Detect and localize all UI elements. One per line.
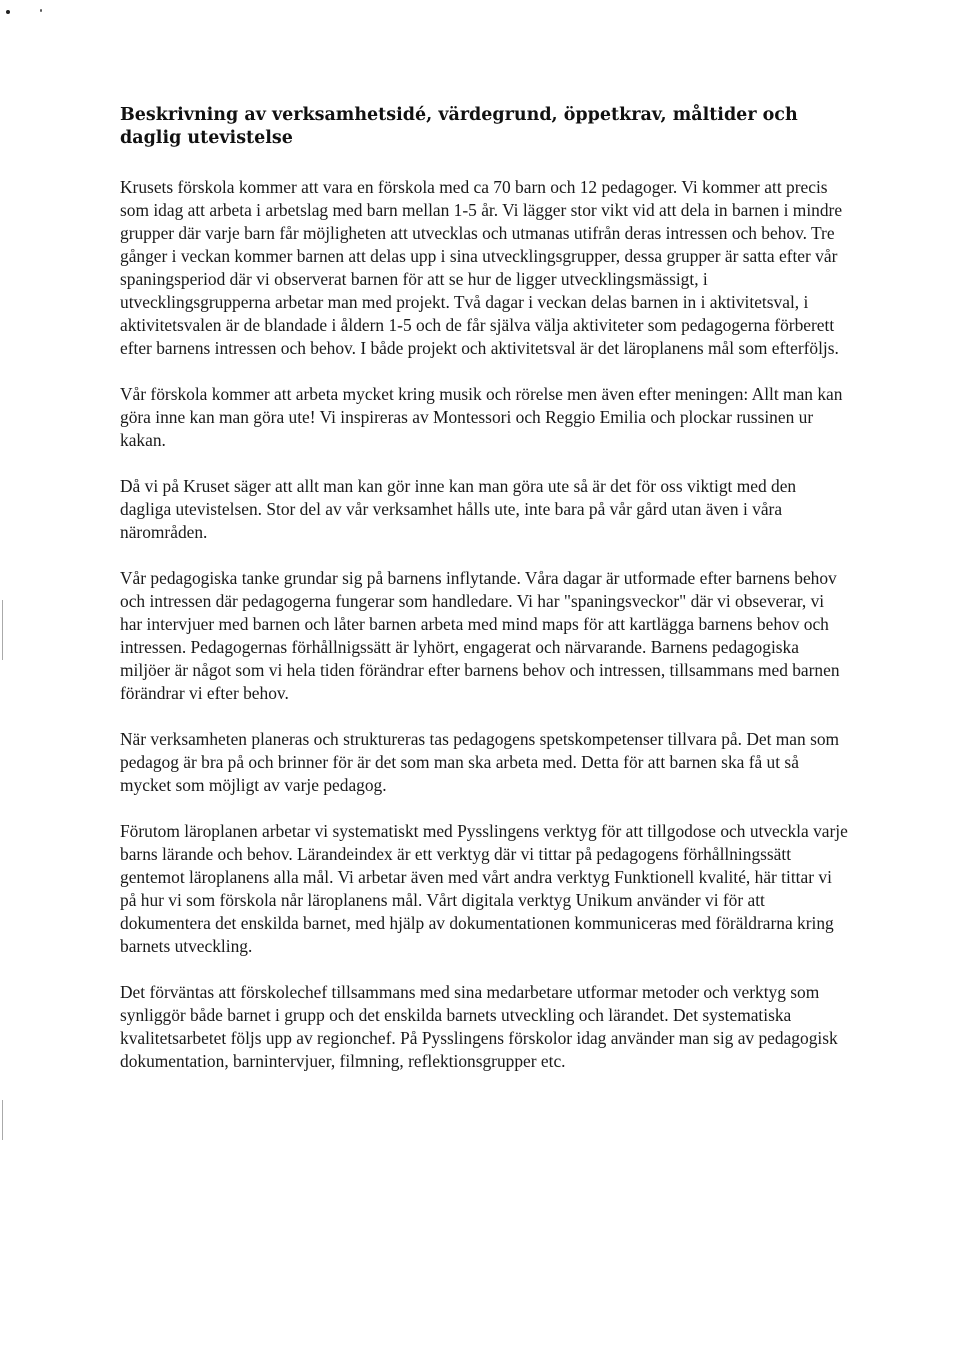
paragraph-tools: Förutom läroplanen arbetar vi systematiskt med Pysslingens verktyg för att tillgodose och utveckla varje barns lärande och behov. Lärandeindex är ett verktyg där vi tittar på pedagogens förhållningssätt gentemot läroplanens alla mål. Vi arbetar även med vårt andra verktyg Funktionell kvalité, här tittar vi på hur vi som förskola når läroplanens mål. Vårt digitala verktyg Unikum använder vi för att dokumentera det enskilda barnet, med hjälp av dokumentationen kommuniceras med föräldrarna kring barnets utveckling.: [120, 821, 848, 956]
scan-speck: [6, 10, 10, 14]
scan-edge-mark: [2, 1100, 3, 1140]
paragraph-competence: När verksamheten planeras och struktureras tas pedagogens spetskompetenser tillvara på. Det man som pedagog är bra på och brinner för är det som man ska arbeta med. Detta för att barnen ska få ut så mycket som möjligt av varje pedagog.: [120, 729, 840, 795]
scan-edge-mark: [2, 600, 3, 660]
paragraph-quality-work: Det förväntas att förskolechef tillsammans med sina medarbetare utformar metoder och verktyg som synliggör både barnet i grupp och det enskilda barnets utveckling och lärandet. Det systematiska kvalitetsarbetet följs upp av regionchef. På Pysslingens förskolor idag använder man sig av pedagogisk dokumentation, barnintervjuer, filmning, reflektionsgrupper etc.: [120, 982, 838, 1071]
document-body: [120, 104, 850, 1096]
paragraph-music-movement: Vår förskola kommer att arbeta mycket kring musik och rörelse men även efter meningen: Allt man kan göra inne kan man göra ute! Vi inspireras av Montessori och Reggio Emilia och plockar russinen ur kakan.: [120, 384, 843, 450]
document-title: Beskrivning av verksamhetsidé, värdegrund, öppetkrav, måltider och daglig utevistelse: [120, 105, 798, 148]
paragraph-pedagogy: Vår pedagogiska tanke grundar sig på barnens inflytande. Våra dagar är utformade efter barnens behov och intressen där pedagogerna fungerar som handledare. Vi har "spaningsveckor" där vi obseverar, vi har intervjuer med barnen och låter barnen arbeta med mind maps för att kartlägga barnens behov och intressen. Pedagogernas förhållnigssätt är lyhört, engagerat och närvarande. Barnens pedagogiska miljöer är något som vi hela tiden förändrar efter barnens behov och intressen, tillsammans med barnen förändrar vi efter behov.: [120, 568, 840, 703]
paragraph-outdoor: Då vi på Kruset säger att allt man kan gör inne kan man göra ute så är det för oss viktigt med den dagliga utevistelsen. Stor del av vår verksamhet hålls ute, inte bara på vår gård utan även i våra närområden.: [120, 476, 797, 542]
scan-speck: [40, 9, 42, 12]
paragraph-groups: Krusets förskola kommer att vara en förskola med ca 70 barn och 12 pedagoger. Vi kommer att precis som idag att arbeta i arbetslag med barn mellan 1-5 år. Vi lägger stor vikt vid att dela in barnen i mindre grupper där varje barn får möjligheten att utvecklas och utmanas utifrån deras intressen och behov. Tre gånger i veckan kommer barnen att delas upp i sina utvecklingsgrupper, dessa grupper är satta efter vår spaningsperiod där vi observerat barnen för att se hur de ligger utvecklingsmässigt, i utvecklingsgrupperna arbetar man med projekt. Två dagar i veckan delas barnen in i aktivitetsval, i aktivitetsvalen är de blandade i åldern 1-5 och de får själva välja aktiviteter som pedagogerna förberett efter barnens intressen och behov. I både projekt och aktivitetsval är det läroplanens mål som efterföljs.: [120, 177, 843, 358]
